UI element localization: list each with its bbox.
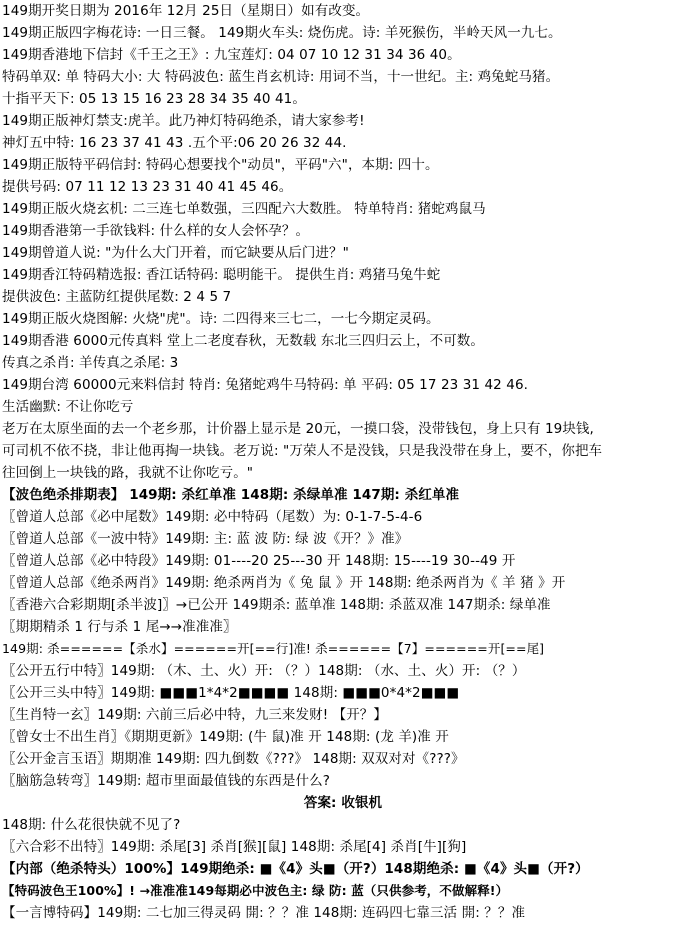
- madam-zodiac-line: 〖曾女士不出生肖〗《期期更新》149期: (牛 鼠)准 开 148期: (龙 羊)准 开: [2, 729, 449, 745]
- humor-story-line-2: 可司机不依不挠，非让他再掏一块钱。老万说: "万荣人不是没钱，只是我没带在身上，要不，你把车: [2, 443, 603, 459]
- magic-lamp-forbid-line: 149期正版神灯禁支:虎羊。此乃神灯特码绝杀，请大家参考!: [2, 113, 365, 129]
- humor-title-line: 生活幽默: 不让你吃亏: [2, 399, 134, 415]
- riddle-line: 〖脑筋急转弯〗149期: 超市里面最值钱的东西是什么?: [2, 773, 330, 789]
- xiangjiang-selection-line: 149期香江特码精选报: 香江话特码: 聪明能干。 提供生肖: 鸡猪马兔牛蛇: [2, 267, 441, 283]
- fire-diagram-line: 149期正版火烧图解: 火烧"虎"。诗: 二四得来三七二，一七今期定灵码。: [2, 311, 440, 327]
- humor-story-line-1: 老万在太原坐面的去一个老乡那，计价器上显示是 20元，一摸口袋，没带钱包，身上只有 19块钱,: [2, 421, 594, 437]
- kill-two-zodiac-line: 〖曾道人总部《绝杀两肖》149期: 绝杀两肖为《 兔 鼠 》开 148期: 绝杀两肖为《 羊 猪 》开: [2, 575, 566, 591]
- three-head-line: 〖公开三头中特〗149期: ■■■1*4*2■■■■ 148期: ■■■0*4*2■■■: [2, 685, 460, 701]
- kill-element-line: 149期: 杀======【杀水】======开[==行]准! 杀======【7】======开[==尾]: [2, 641, 545, 656]
- draw-date-line: 149期开奖日期为 2016年 12月 25日（星期日）如有改变。: [2, 3, 370, 19]
- kill-element-title-line: 〖期期精杀 1 行与杀 1 尾→→准准准〗: [2, 619, 237, 635]
- hk-first-hand-line: 149期香港第一手欲钱料: 什么样的女人会怀孕？。: [2, 223, 310, 239]
- provided-numbers-line: 提供号码: 07 11 12 13 23 31 40 41 45 46。: [2, 179, 293, 195]
- one-wave-line: 〖曾道人总部《一波中特》149期: 主: 蓝 波 防: 绿 波《开？》准》: [2, 531, 409, 547]
- wave-king-line: 【特码波色王100%】! →准准准149每期必中波色主: 绿 防: 蓝（只供参考，不做解释!）: [2, 883, 509, 898]
- riddle-148-line: 148期: 什么花很快就不见了?: [2, 817, 181, 833]
- half-wave-line: 〖香港六合彩期期[杀半波]〗→已公开 149期杀: 蓝单准 148期: 杀蓝双准 147期杀: 绿单准: [2, 597, 551, 613]
- hk-envelope-line: 149期香港地下信封《千王之王》: 九宝莲灯: 04 07 10 12 31 34 36 40。: [2, 47, 461, 63]
- magic-lamp-numbers-line: 神灯五中特: 16 23 37 41 43 .五个平:06 20 26 32 44.: [2, 135, 347, 151]
- taiwan-envelope-line: 149期台湾 60000元来料信封 特肖: 兔猪蛇鸡牛马特码: 单 平码: 05 17 23 31 42 46.: [2, 377, 529, 393]
- five-element-line: 〖公开五行中特〗149期: （木、土、火）开: （？）148期: （水、土、火）开: （？）: [2, 663, 526, 679]
- riddle-answer: 答案: 收银机: [303, 795, 383, 811]
- must-tail-line: 〖曾道人总部《必中尾数》149期: 必中特码（尾数）为: 0-1-7-5-4-6: [2, 509, 423, 525]
- plum-poem-line: 149期正版四字梅花诗: 一日三餐。 149期火车头: 烧伤虎。诗: 羊死猴伤，半岭天风一九七。: [2, 25, 562, 41]
- taoist-saying-line: 149期曾道人说: "为什么大门开着，而它缺要从后门进？": [2, 245, 349, 261]
- one-word-code-line: 【一言博特码】149期: 二七加三得灵码 開: ？？准 148期: 连码四七靠三活 開: ？？准: [2, 905, 526, 921]
- must-segment-line: 〖曾道人总部《必中特段》149期: 01----20 25---30 开 148期: 15----19 30--49 开: [2, 553, 516, 569]
- ten-fingers-line: 十指平天下: 05 13 15 16 23 28 34 35 40 41。: [2, 91, 306, 107]
- kill-head-line: 【内部（绝杀特头）100%】149期绝杀: ■《4》头■（开?）148期绝杀: ■《4》头■（开?）: [2, 861, 589, 877]
- zodiac-mystery-line: 〖生肖特一玄〗149期: 六前三后必中特，九三来发财! 【开？】: [2, 707, 388, 723]
- fire-mystery-line: 149期正版火烧玄机: 二三连七单数强，三四配六大数胜。 特单特肖: 猪蛇鸡鼠马: [2, 201, 486, 217]
- no-special-line: 〖六合彩不出特〗149期: 杀尾[3] 杀肖[猴][鼠] 148期: 杀尾[4] 杀肖[牛][狗]: [2, 839, 467, 855]
- wave-color-line: 提供波色: 主蓝防红提供尾数: 2 4 5 7: [2, 289, 232, 305]
- hk-fax-line: 149期香港 6000元传真料 堂上二老度春秋，无数载 东北三四归云上，不可数。: [2, 333, 484, 349]
- special-code-line: 特码单双: 单 特码大小: 大 特码波色: 蓝生肖玄机诗: 用词不当，十一世纪。主: 鸡兔蛇马猪。: [2, 69, 560, 85]
- flat-code-envelope-line: 149期正版特平码信封: 特码心想要找个"动员"，平码"六"，本期: 四十。: [2, 157, 439, 173]
- golden-words-line: 〖公开金言玉语〗期期准 149期: 四九倒数《???》 148期: 双双对对《???》: [2, 751, 465, 767]
- fax-kill-line: 传真之杀肖: 羊传真之杀尾: 3: [2, 355, 179, 371]
- wave-kill-table-line: 【波色绝杀排期表】 149期: 杀红单准 148期: 杀绿单准 147期: 杀红单准: [2, 487, 460, 503]
- humor-story-line-3: 往回倒上一块钱的路，我就不让你吃亏。": [2, 465, 254, 481]
